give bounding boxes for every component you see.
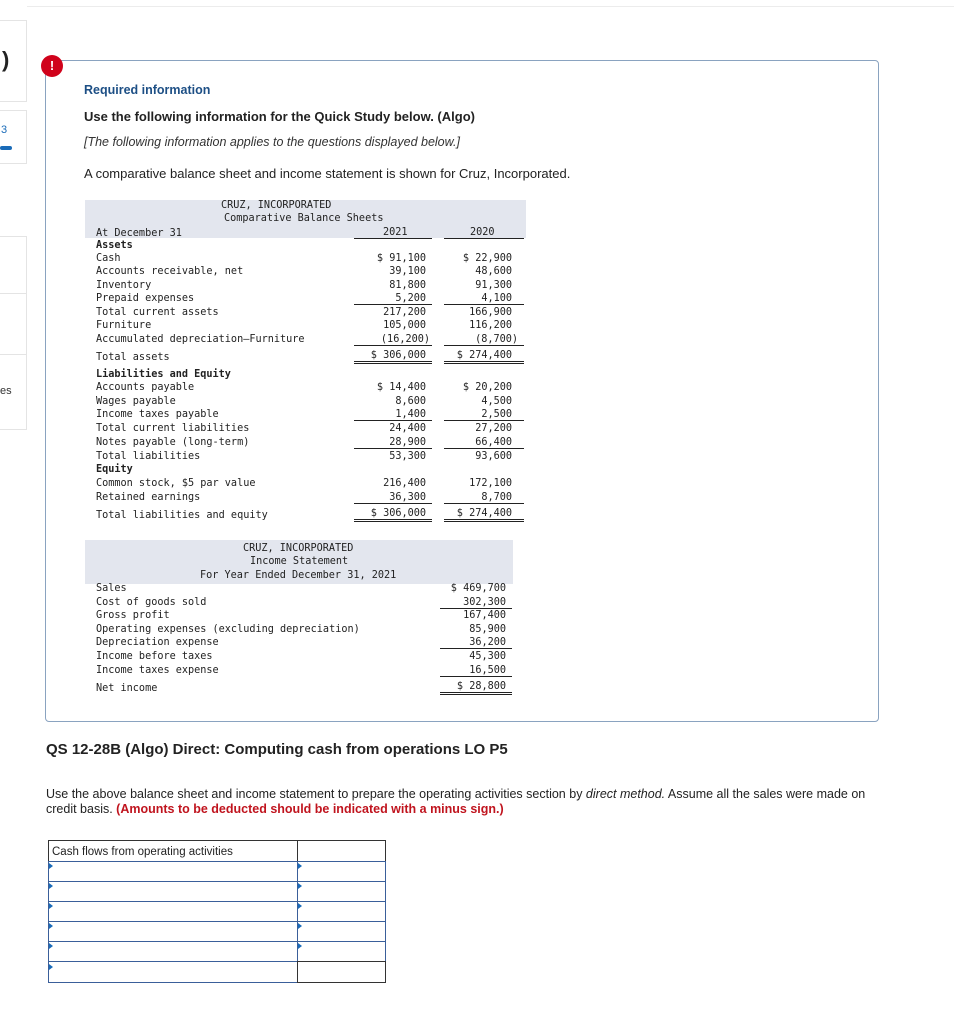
question-body <box>46 787 896 817</box>
is-value: 302,300 <box>463 597 506 608</box>
cf-row-label-input[interactable] <box>48 921 298 942</box>
bs-value: 1,400 <box>395 409 426 420</box>
is-value: 36,200 <box>469 637 506 648</box>
bs-value: 66,400 <box>475 437 512 448</box>
bs-row-2020: 27,200 <box>475 423 512 434</box>
top-divider <box>27 6 954 7</box>
bs-row-2020 <box>444 409 524 421</box>
dropdown-arrow-icon[interactable] <box>298 903 302 909</box>
bs-value: 28,900 <box>389 437 426 448</box>
use-info-heading: Use the following information for the Quick Study below. (Algo) <box>84 109 475 124</box>
bs-row-label: Accounts payable <box>96 382 195 393</box>
is-company: CRUZ, INCORPORATED <box>243 543 354 554</box>
bs-row-label: Notes payable (long-term) <box>96 437 250 448</box>
is-row-label: Sales <box>96 583 127 594</box>
bs-row-2020: $ 22,900 <box>462 253 512 264</box>
cf-row-label-input[interactable] <box>48 881 298 902</box>
bs-row-2021 <box>354 293 432 305</box>
cf-row-amount-input[interactable] <box>297 921 386 942</box>
bs-company: CRUZ, INCORPORATED <box>221 200 332 211</box>
bs-row-2020 <box>444 437 524 449</box>
cf-row-label-input[interactable] <box>48 861 298 882</box>
is-row-label: Net income <box>96 683 158 694</box>
cf-total-amount-input[interactable] <box>297 961 386 983</box>
bs-row-2020: 166,900 <box>469 307 512 318</box>
dropdown-arrow-icon[interactable] <box>49 863 53 869</box>
cf-header-label: Cash flows from operating activities <box>52 846 233 858</box>
rail-glyph: ) <box>2 47 10 72</box>
is-row-value: 85,900 <box>469 624 506 635</box>
bs-row-label: Retained earnings <box>96 492 201 503</box>
bs-value: (8,700) <box>475 334 518 345</box>
bs-row-2020 <box>444 293 524 305</box>
bs-row-2020: 93,600 <box>475 451 512 462</box>
cf-row-label-input[interactable] <box>48 961 298 983</box>
bs-row-2020: 48,600 <box>475 266 512 277</box>
bs-value: 2,500 <box>481 409 512 420</box>
bs-value: $ 274,400 <box>456 508 512 519</box>
is-row-label: Income before taxes <box>96 651 213 662</box>
bs-title: Comparative Balance Sheets <box>224 213 384 224</box>
rail-item-number: 3 <box>1 124 8 136</box>
cf-row-amount-input[interactable] <box>297 861 386 882</box>
bs-row-2021: 216,400 <box>383 478 426 489</box>
dropdown-arrow-icon[interactable] <box>49 883 53 889</box>
bs-row-label: Total current assets <box>96 307 219 318</box>
bs-row-2020: $ 20,200 <box>462 382 512 393</box>
bs-assets-heading: Assets <box>96 240 133 251</box>
bs-row-2021 <box>354 334 432 346</box>
bs-value: $ 274,400 <box>456 350 512 361</box>
bs-row-2020: 116,200 <box>469 320 512 331</box>
dropdown-arrow-icon[interactable] <box>49 923 53 929</box>
bs-row-2021: 39,100 <box>389 266 426 277</box>
is-row-value <box>440 665 512 677</box>
bs-row-label: Prepaid expenses <box>96 293 195 304</box>
bs-equity-heading: Equity <box>96 464 133 475</box>
bs-row-label: Income taxes payable <box>96 409 219 420</box>
bs-row-2020 <box>444 334 524 346</box>
is-row-value: 167,400 <box>463 610 506 621</box>
bs-row-2020 <box>444 350 524 364</box>
bs-row-2021: 24,400 <box>389 423 426 434</box>
dropdown-arrow-icon[interactable] <box>298 943 302 949</box>
is-row-label: Depreciation expense <box>96 637 219 648</box>
question-text-rest: Assume all the sales were made on credit basis. <box>46 787 866 816</box>
cf-row-label-input[interactable] <box>48 901 298 922</box>
rail-box-a[interactable] <box>0 236 27 294</box>
bs-row-2021: $ 14,400 <box>376 382 426 393</box>
bs-row-label: Cash <box>96 253 121 264</box>
is-title: Income Statement <box>250 556 349 567</box>
bs-row-2021 <box>354 437 432 449</box>
bs-row-2021: 53,300 <box>389 451 426 462</box>
bs-row-2021: 105,000 <box>383 320 426 331</box>
bs-value: $ 306,000 <box>370 508 426 519</box>
is-row-label: Gross profit <box>96 610 170 621</box>
bs-value: 4,100 <box>481 293 512 304</box>
bs-row-label: Inventory <box>96 280 152 291</box>
is-value: 16,500 <box>469 665 506 676</box>
bs-col-2021: 2021 <box>383 227 408 238</box>
cf-header-amount-cell <box>297 840 386 862</box>
bs-row-label: Total liabilities and equity <box>96 510 268 521</box>
rail-item-label: es <box>0 385 12 397</box>
dropdown-arrow-icon[interactable] <box>298 923 302 929</box>
bs-value: 5,200 <box>395 293 426 304</box>
bs-row-2020 <box>444 508 524 522</box>
is-row-value <box>440 597 512 609</box>
bs-value: (16,200) <box>380 334 430 345</box>
rail-box-progress[interactable] <box>0 110 27 164</box>
dropdown-arrow-icon[interactable] <box>298 883 302 889</box>
is-row-value <box>440 681 512 695</box>
bs-col-rule-2020 <box>444 238 524 239</box>
question-title: QS 12-28B (Algo) Direct: Computing cash from operations LO P5 <box>46 741 508 758</box>
rail-box-top[interactable] <box>0 20 27 102</box>
bs-row-2020: 172,100 <box>469 478 512 489</box>
is-period: For Year Ended December 31, 2021 <box>200 570 397 581</box>
bs-row-2021 <box>354 508 432 522</box>
bs-row-2020: 91,300 <box>475 280 512 291</box>
rail-progress-bar <box>0 146 12 150</box>
is-value: $ 28,800 <box>456 681 506 692</box>
bs-row-label: Common stock, $5 par value <box>96 478 256 489</box>
is-row-value: $ 469,700 <box>450 583 506 594</box>
is-row-label: Cost of goods sold <box>96 597 207 608</box>
alert-icon: ! <box>41 55 63 77</box>
dropdown-arrow-icon[interactable] <box>49 903 53 909</box>
bs-value: 8,700 <box>481 492 512 503</box>
dropdown-arrow-icon[interactable] <box>49 964 53 970</box>
dropdown-arrow-icon[interactable] <box>298 863 302 869</box>
question-instruction: (Amounts to be deducted should be indicated with a minus sign.) <box>116 802 504 816</box>
bs-col-2020: 2020 <box>470 227 495 238</box>
bs-value: 36,300 <box>389 492 426 503</box>
bs-row-label: Total current liabilities <box>96 423 250 434</box>
bs-date-label: At December 31 <box>96 228 182 239</box>
bs-row-2021: 217,200 <box>383 307 426 318</box>
bs-row-2021 <box>354 492 432 504</box>
cf-row-amount-input[interactable] <box>297 881 386 902</box>
bs-row-2020 <box>444 492 524 504</box>
rail-box-b[interactable] <box>0 293 27 355</box>
cf-row-label-input[interactable] <box>48 941 298 962</box>
bs-row-2021: $ 91,100 <box>376 253 426 264</box>
bs-row-label: Furniture <box>96 320 152 331</box>
left-rail <box>0 0 27 1024</box>
bs-row-label: Accumulated depreciation—Furniture <box>96 334 305 345</box>
bs-row-2020: 4,500 <box>481 396 512 407</box>
dropdown-arrow-icon[interactable] <box>49 943 53 949</box>
question-italic: direct method. <box>585 787 666 801</box>
bs-row-label: Total assets <box>96 352 170 363</box>
cf-row-amount-input[interactable] <box>297 941 386 962</box>
question-text: Use the above balance sheet and income statement to prepare the operating activities section by <box>46 787 586 801</box>
bs-row-2021: 8,600 <box>395 396 426 407</box>
is-row-label: Operating expenses (excluding depreciation) <box>96 624 360 635</box>
is-row-label: Income taxes expense <box>96 665 219 676</box>
bs-liab-heading: Liabilities and Equity <box>96 369 231 380</box>
bs-col-rule-2021 <box>354 238 432 239</box>
bs-row-label: Total liabilities <box>96 451 201 462</box>
is-row-value: 45,300 <box>469 651 506 662</box>
bs-row-2021 <box>354 350 432 364</box>
cf-row-amount-input[interactable] <box>297 901 386 922</box>
applies-note: [The following information applies to the questions displayed below.] <box>84 135 460 149</box>
required-info-title: Required information <box>84 83 211 97</box>
bs-row-2021 <box>354 409 432 421</box>
bs-row-label: Wages payable <box>96 396 176 407</box>
is-row-value <box>440 637 512 649</box>
bs-row-2021: 81,800 <box>389 280 426 291</box>
description: A comparative balance sheet and income statement is shown for Cruz, Incorporated. <box>84 166 571 181</box>
bs-row-label: Accounts receivable, net <box>96 266 244 277</box>
bs-value: $ 306,000 <box>370 350 426 361</box>
rail-box-c[interactable] <box>0 354 27 430</box>
